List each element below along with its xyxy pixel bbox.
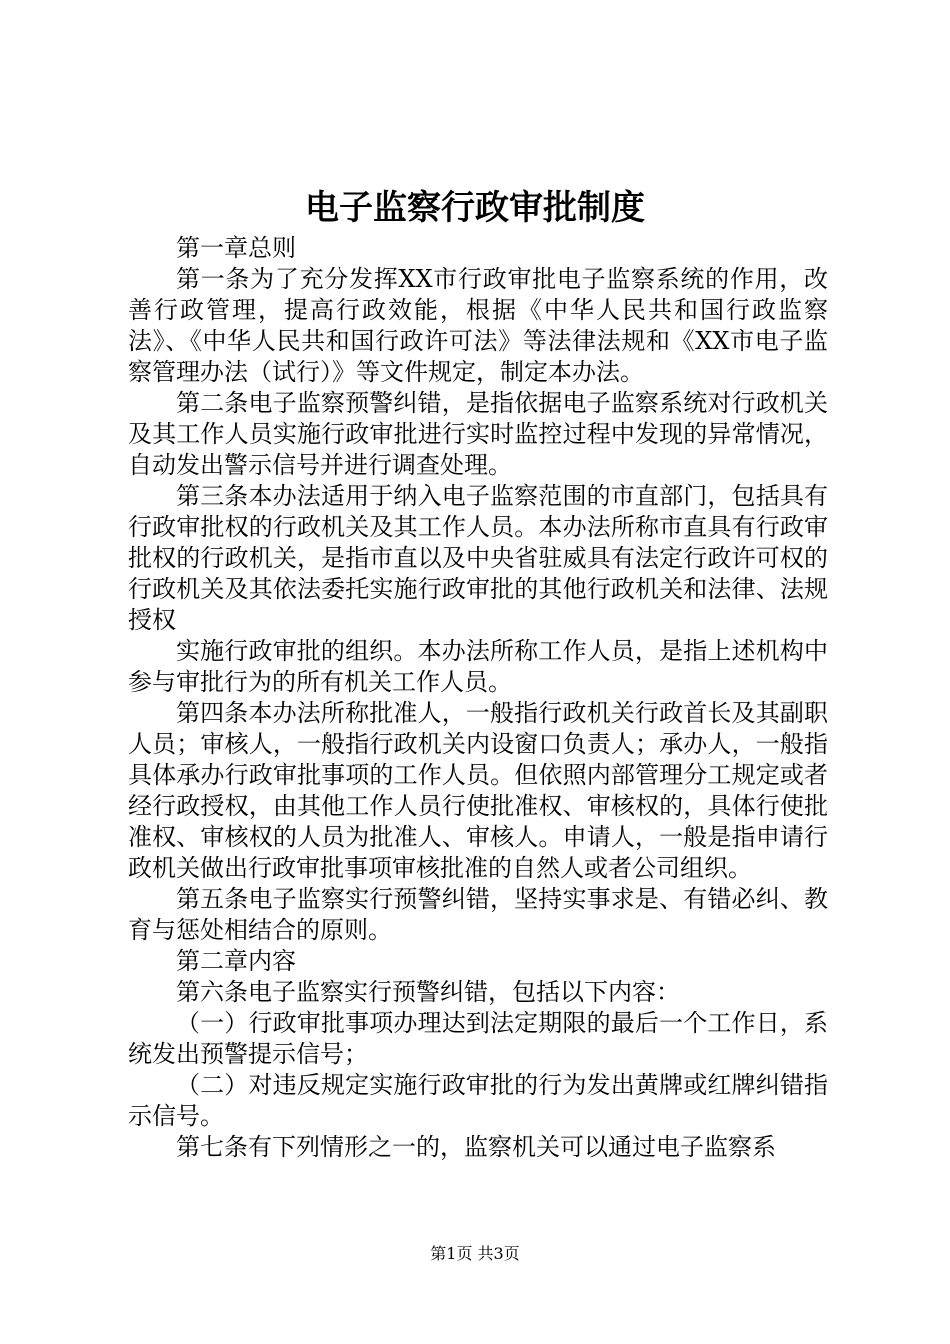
paragraph-item-1: （一）行政审批事项办理达到法定期限的最后一个工作日，系统发出预警提示信号；	[128, 1009, 828, 1068]
paragraph-article-7: 第七条有下列情形之一的，监察机关可以通过电子监察系	[176, 1133, 776, 1161]
paragraph-article-6: 第六条电子监察实行预警纠错，包括以下内容：	[176, 978, 680, 1006]
paragraph-article-3-cont: 实施行政审批的组织。本办法所称工作人员，是指上述机构中参与审批行为的所有机关工作人员。	[128, 637, 828, 696]
paragraph-chapter-1: 第一章总则	[176, 234, 296, 262]
paragraph-article-1: 第一条为了充分发挥XX市行政审批电子监察系统的作用，改善行政管理，提高行政效能，根据《中华人民共和国行政监察法》、《中华人民共和国行政许可法》等法律法规和《XX市电子监察管理办法（试行）》等文件规定，制定本办法。	[128, 265, 828, 386]
document-body	[128, 233, 828, 1163]
paragraph-item-2: （二）对违反规定实施行政审批的行为发出黄牌或红牌纠错指示信号。	[128, 1071, 828, 1130]
paragraph-article-4: 第四条本办法所称批准人，一般指行政机关行政首长及其副职人员；审核人，一般指行政机关内设窗口负责人；承办人，一般指具体承办行政审批事项的工作人员。但依照内部管理分工规定或者经行政授权，由其他工作人员行使批准权、审核权的，具体行使批准权、审核权的人员为批准人、审核人。申请人，一般是指申请行政机关做出行政审批事项审核批准的自然人或者公司组织。	[128, 699, 828, 882]
paragraph-article-2: 第二条电子监察预警纠错，是指依据电子监察系统对行政机关及其工作人员实施行政审批进行实时监控过程中发现的异常情况，自动发出警示信号并进行调查处理。	[128, 389, 828, 479]
paragraph-chapter-2: 第二章内容	[176, 947, 296, 975]
document-title: 电子监察行政审批制度	[305, 188, 645, 228]
paragraph-article-5: 第五条电子监察实行预警纠错，坚持实事求是、有错必纠、教育与惩处相结合的原则。	[128, 885, 828, 944]
paragraph-article-3: 第三条本办法适用于纳入电子监察范围的市直部门，包括具有行政审批权的行政机关及其工作人员。本办法所称市直具有行政审批权的行政机关，是指市直以及中央省驻威具有法定行政许可权的行政机关及其依法委托实施行政审批的其他行政机关和法律、法规授权	[128, 482, 828, 634]
page-footer: 第1页 共3页	[430, 1244, 520, 1263]
